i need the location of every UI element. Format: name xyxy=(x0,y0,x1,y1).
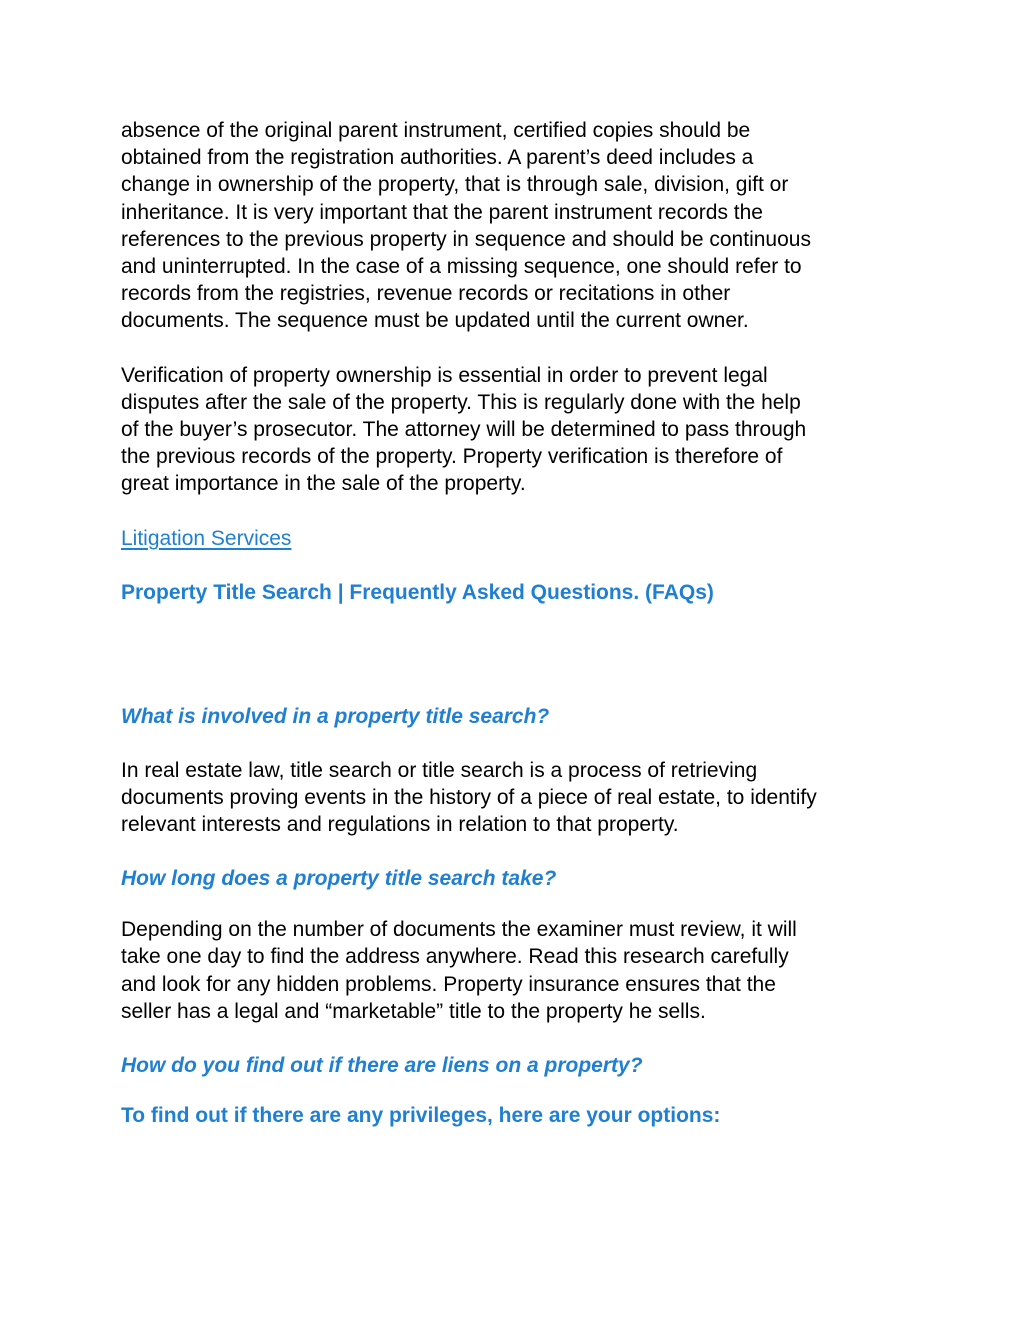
faq-question: What is involved in a property title search? xyxy=(121,704,550,728)
body-paragraph: Verification of property ownership is essential in order to prevent legal disputes after the sale of the property. This is regularly done with the help of the buyer’s prosecutor. The attorney will be determined to pass through the previous records of the property. Property verification is therefore of great importance in the sale of the property. xyxy=(121,363,807,496)
litigation-services-link[interactable]: Litigation Services xyxy=(121,526,292,550)
faq-question: How long does a property title search take? xyxy=(121,867,557,891)
faq-answer: Depending on the number of documents the examiner must review, it will take one day to find the address anywhere. Read this research carefully and look for any hidden problems. Property insurance ensures that the seller has a legal and “marketable” title to the property he sells. xyxy=(121,918,797,1023)
document-page xyxy=(121,118,911,1129)
body-paragraph: absence of the original parent instrument, certified copies should be obtained from the registration authorities. A parent’s deed includes a change in ownership of the property, that is through sale, division, gift or inheritance. It is very important that the parent instrument records the references to the previous property in sequence and should be continuous and uninterrupted. In the case of a missing sequence, one should refer to records from the registries, revenue records or recitations in other documents. The sequence must be updated until the current owner. xyxy=(121,119,811,333)
faq-answer: In real estate law, title search or title search is a process of retrieving documents proving events in the history of a piece of real estate, to identify relevant interests and regulations in relation to that property. xyxy=(121,758,817,837)
faq-question: How do you find out if there are liens on a property? xyxy=(121,1054,643,1078)
faq-heading: Property Title Search | Frequently Asked Questions. (FAQs) xyxy=(121,580,714,604)
options-heading: To find out if there are any privileges, here are your options: xyxy=(121,1104,721,1128)
